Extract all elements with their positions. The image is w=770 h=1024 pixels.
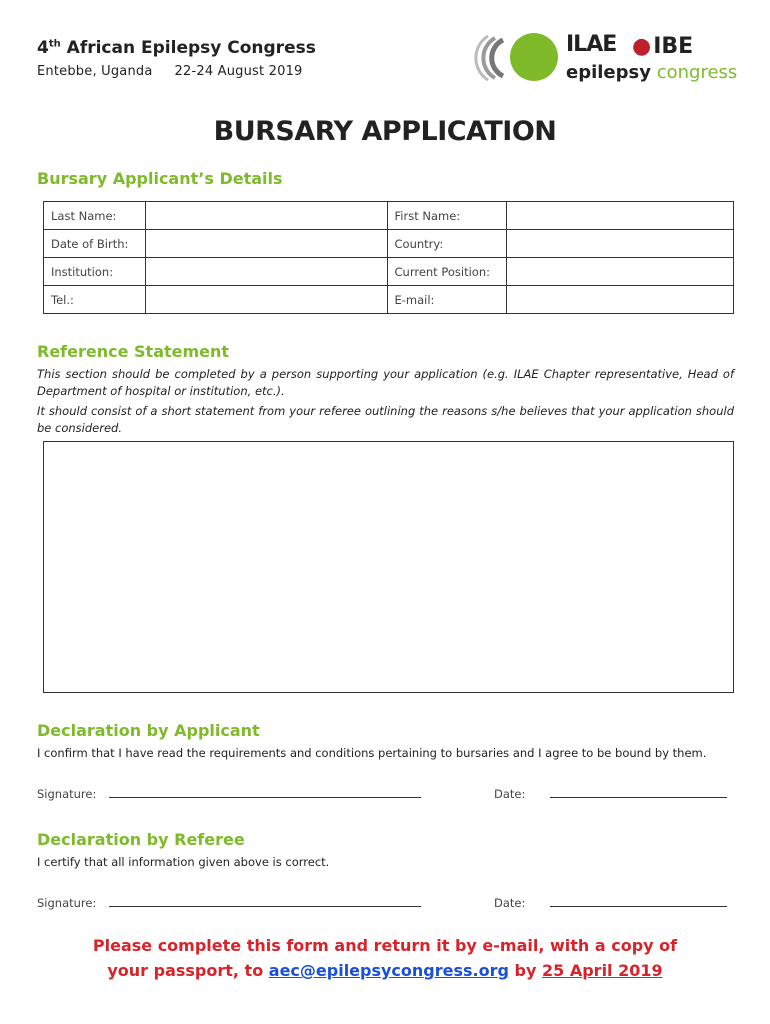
congress-dates: 22-24 August 2019 bbox=[174, 64, 303, 79]
referee-declaration-heading: Declaration by Referee bbox=[37, 830, 245, 849]
first-name-field[interactable] bbox=[507, 202, 734, 230]
congress-title-rest: African Epilepsy Congress bbox=[66, 38, 316, 58]
referee-signature-line[interactable] bbox=[109, 906, 421, 907]
email-field[interactable] bbox=[507, 286, 734, 314]
flame-icon: ● bbox=[632, 34, 652, 59]
current-position-field[interactable] bbox=[507, 258, 734, 286]
referee-declaration-text: I certify that all information given above is correct. bbox=[37, 855, 330, 869]
referee-date-label: Date: bbox=[494, 896, 526, 910]
logo-wordmark bbox=[566, 62, 737, 83]
table-row bbox=[44, 230, 734, 258]
submission-instructions bbox=[0, 933, 770, 983]
ibe-logo bbox=[632, 34, 693, 59]
logo-circle-icon bbox=[470, 28, 565, 86]
table-row bbox=[44, 286, 734, 314]
last-name-field[interactable] bbox=[145, 202, 387, 230]
country-label: Country: bbox=[387, 230, 507, 258]
last-name-label: Last Name: bbox=[44, 202, 146, 230]
email-label: E-mail: bbox=[387, 286, 507, 314]
applicant-signature-label: Signature: bbox=[37, 787, 97, 801]
logo-word-epilepsy: epilepsy bbox=[566, 62, 651, 83]
ilae-logo-text: ILAE bbox=[566, 32, 617, 57]
footer-line-1: Please complete this form and return it by e-mail, with a copy of bbox=[92, 936, 678, 955]
country-field[interactable] bbox=[507, 230, 734, 258]
footer-line-2-by: by bbox=[514, 961, 537, 980]
tel-label: Tel.: bbox=[44, 286, 146, 314]
submission-email-link[interactable]: aec@epilepsycongress.org bbox=[268, 961, 509, 980]
congress-title bbox=[37, 38, 316, 58]
reference-guidance: It should consist of a short statement from your referee outlining the reasons s/he believes that your application should be considered. bbox=[37, 404, 734, 435]
tel-field[interactable] bbox=[145, 286, 387, 314]
applicant-signature-line[interactable] bbox=[109, 797, 421, 798]
congress-logo bbox=[470, 28, 740, 86]
congress-location: Entebbe, Uganda bbox=[37, 64, 153, 79]
date-of-birth-field[interactable] bbox=[145, 230, 387, 258]
reference-instructions: This section should be completed by a person supporting your application (e.g. ILAE Chapter representative, Head of Department of hospital or institution, etc.). bbox=[37, 367, 734, 398]
applicant-declaration-text: I confirm that I have read the requirements and conditions pertaining to bursaries and I agree to be bound by them. bbox=[37, 746, 707, 760]
document-title: BURSARY APPLICATION bbox=[213, 116, 557, 147]
footer-line-2 bbox=[0, 958, 770, 983]
logo-word-congress: congress bbox=[656, 62, 738, 83]
table-row bbox=[44, 202, 734, 230]
applicant-date-label: Date: bbox=[494, 787, 526, 801]
table-row bbox=[44, 258, 734, 286]
reference-statement-heading: Reference Statement bbox=[37, 342, 230, 361]
footer-line-2-prefix: your passport, to bbox=[107, 961, 264, 980]
reference-statement-box[interactable] bbox=[43, 441, 734, 693]
date-of-birth-label: Date of Birth: bbox=[44, 230, 146, 258]
congress-ordinal: 4 bbox=[37, 38, 49, 58]
current-position-label: Current Position: bbox=[387, 258, 507, 286]
referee-date-line[interactable] bbox=[550, 906, 727, 907]
first-name-label: First Name: bbox=[387, 202, 507, 230]
congress-ordinal-suffix: th bbox=[48, 38, 61, 50]
congress-location-dates bbox=[37, 64, 303, 79]
applicant-date-line[interactable] bbox=[550, 797, 727, 798]
institution-label: Institution: bbox=[44, 258, 146, 286]
referee-signature-label: Signature: bbox=[37, 896, 97, 910]
institution-field[interactable] bbox=[145, 258, 387, 286]
applicant-details-table bbox=[43, 201, 734, 314]
applicant-details-heading: Bursary Applicant’s Details bbox=[37, 169, 283, 188]
ibe-logo-text: IBE bbox=[653, 34, 694, 59]
submission-deadline: 25 April 2019 bbox=[542, 961, 663, 980]
applicant-declaration-heading: Declaration by Applicant bbox=[37, 721, 260, 740]
